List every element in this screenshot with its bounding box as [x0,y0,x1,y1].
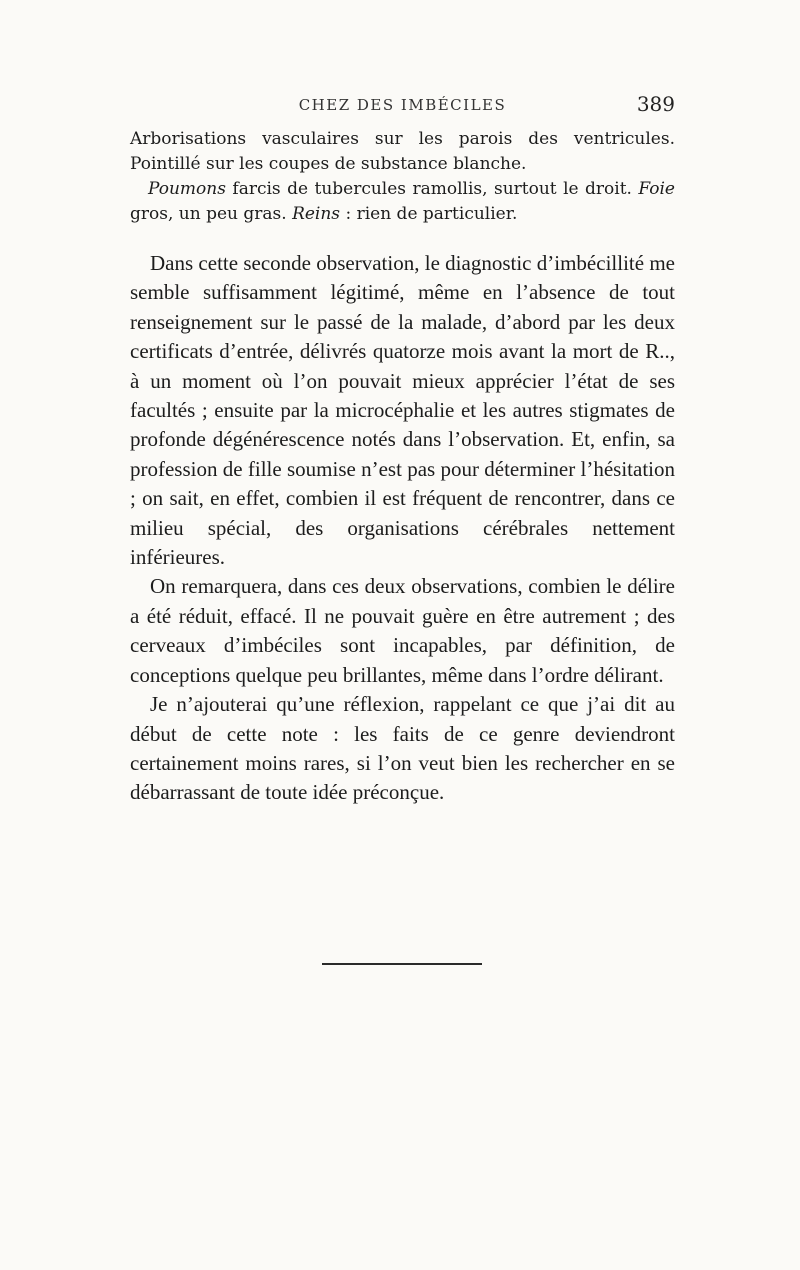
body-paragraph-1: Dans cette seconde observation, le diagnostic d’imbécillité me semble suffisamment légitimé, même en l’absence de tout renseignement sur le passé de la malade, d’abord par les deux certificats d’entrée, délivrés quatorze mois avant la mort de R.., à un moment où l’on pouvait mieux apprécier l’état de ses facultés ; ensuite par la microcéphalie et les autres stigmates de profonde dégénérescence notés dans l’observation. Et, enfin, sa profession de fille soumise n’est pas pour déterminer l’hésitation ; on sait, en effet, combien il est fréquent de rencontrer, dans ce milieu spécial, des organisations cérébrales nettement inférieures. [130,251,675,570]
section-end-rule [322,963,482,965]
autopsy-notes [130,127,675,227]
body-paragraph-3: Je n’ajouterai qu’une réflexion, rappelant ce que j’ai dit au début de cette note : les faits de ce genre deviendront certainement moins rares, si l’on veut bien les rechercher en se débarrassant de toute idée préconçue. [130,692,675,805]
notes-liver-text: gros, un peu gras. [130,204,293,224]
running-head: CHEZ DES IMBÉCILES [298,96,507,114]
organ-label-kidneys: Reins [292,204,341,224]
notes-paragraph-2 [130,177,675,227]
notes-paragraph-1: Arborisations vasculaires sur les parois des ventricules. Pointillé sur les coupes de substance blanche. [130,129,675,174]
notes-lungs-text: farcis de tubercules ramollis, surtout le droit. [225,179,632,199]
page-header [130,92,675,122]
main-text [130,249,675,808]
page-number: 389 [636,92,675,116]
organ-label-liver: Foie [638,179,675,199]
body-paragraph-2: On remarquera, dans ces deux observations, combien le délire a été réduit, effacé. Il ne pouvait guère en être autrement ; des cerveaux d’imbéciles sont incapables, par définition, de conceptions quelque peu brillantes, même dans l’ordre délirant. [130,574,675,687]
notes-kidneys-text: : rien de particulier. [340,204,518,224]
organ-label-lungs: Poumons [148,179,226,199]
